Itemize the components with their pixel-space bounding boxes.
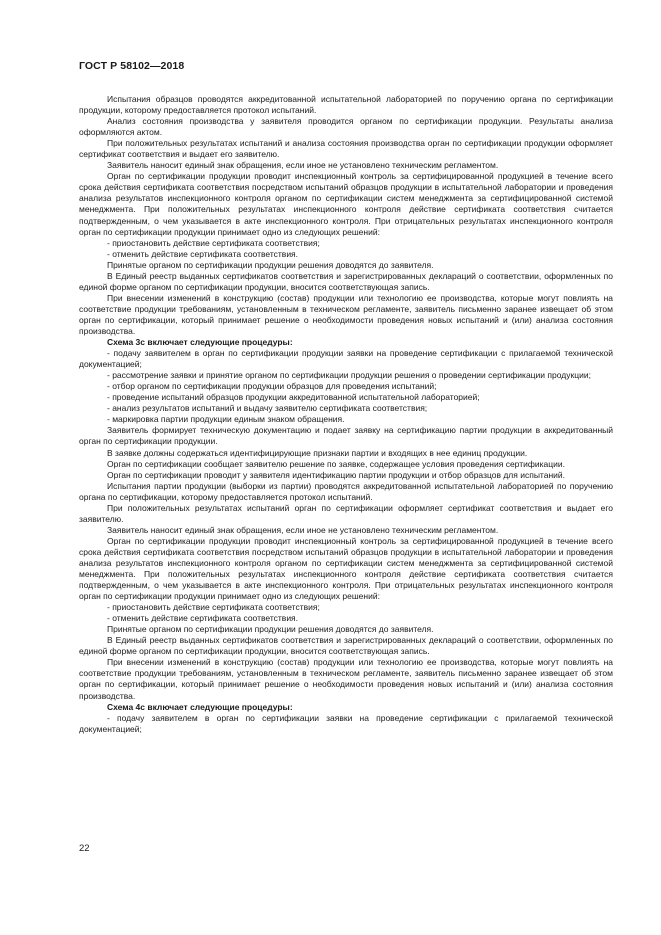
paragraph: Орган по сертификации проводит у заявителя идентификацию партии продукции и отбор образцов для испытаний. <box>107 469 566 480</box>
paragraph: При внесении изменений в конструкцию (состав) продукции или технологию ее производства, которые могут повлиять на соответствие продукции требованиям, установленным в техническом регламенте, заявитель письменно заранее извещает об этом орган по сертификации, который принимает решение о необходимости проведения новых испытаний и (или) анализа состояния производства. <box>79 657 613 701</box>
paragraph: - отменить действие сертификата соответствия. <box>107 248 299 259</box>
document-header: ГОСТ Р 58102—2018 <box>79 60 185 72</box>
paragraph: - отбор органом по сертификации продукции образцов для проведения испытаний; <box>107 381 437 392</box>
paragraph: При внесении изменений в конструкцию (состав) продукции или технологию ее производства, которые могут повлиять на соответствие продукции требованиям, установленным в техническом регламенте, заявитель письменно заранее извещает об этом орган по сертификации, который принимает решение о необходимости проведения новых испытаний и (или) анализа состояния производства. <box>79 292 613 336</box>
paragraph: Принятые органом по сертификации продукции решения доводятся до заявителя. <box>107 259 434 270</box>
paragraph: - анализ результатов испытаний и выдачу заявителю сертификата соответствия; <box>107 403 428 414</box>
paragraph: Орган по сертификации сообщает заявителю решение по заявке, содержащее условия проведения сертификации. <box>107 458 565 469</box>
paragraph: Заявитель формирует техническую документацию и подает заявку на сертификацию партии продукции в аккредитованный орган по сертификации продукции. <box>79 425 613 447</box>
document-body <box>79 94 613 735</box>
paragraph: Испытания образцов проводятся аккредитованной испытательной лабораторией по поручению органа по сертификации продукции, которому предоставляется протокол испытаний. <box>79 94 613 116</box>
paragraph: При положительных результатах испытаний и анализа состояния производства орган по сертификации продукции оформляет сертификат соответствия и выдает его заявителю. <box>79 138 613 160</box>
paragraph: - маркировка партии продукции единым знаком обращения. <box>107 414 345 425</box>
paragraph: Орган по сертификации продукции проводит инспекционный контроль за сертифицированной продукцией в течение всего срока действия сертификата соответствия посредством испытаний образцов продукции в испытательной лаборатории и проведения анализа результатов инспекционного контроля органом по сертификации систем менеджмента за сертифицированной системой менеджмента. При положительных результатах инспекционного контроля действие сертификата соответствия считается подтвержденным, о чем указывается в акте инспекционного контроля. При отрицательных результатах инспекционного контроля орган по сертификации продукции принимает одно из следующих решений: <box>79 171 613 237</box>
paragraph: При положительных результатах испытаний орган по сертификации оформляет сертификат соответствия и выдает его заявителю. <box>79 502 613 524</box>
page-number: 22 <box>79 843 90 854</box>
paragraph: Заявитель наносит единый знак обращения, если иное не установлено техническим регламентом. <box>107 160 499 171</box>
paragraph: - отменить действие сертификата соответствия. <box>107 613 299 624</box>
paragraph: Заявитель наносит единый знак обращения, если иное не установлено техническим регламентом. <box>107 524 499 535</box>
paragraph: - подачу заявителем в орган по сертификации продукции заявки на проведение сертификации с прилагаемой технической документацией; <box>79 348 613 370</box>
paragraph: Анализ состояния производства у заявителя проводится органом по сертификации продукции. Результаты анализа оформляются актом. <box>79 116 613 138</box>
paragraph: - проведение испытаний образцов продукции аккредитованной испытательной лабораторией; <box>107 392 480 403</box>
paragraph: Орган по сертификации продукции проводит инспекционный контроль за сертифицированной продукцией в течение всего срока действия сертификата соответствия посредством испытаний образцов продукции в испытательной лаборатории и проведения анализа результатов инспекционного контроля органом по сертификации систем менеджмента за сертифицированной системой менеджмента. При положительных результатах инспекционного контроля действие сертификата соответствия считается подтвержденным, о чем указывается в акте инспекционного контроля. При отрицательных результатах инспекционного контроля орган по сертификации продукции принимает одно из следующих решений: <box>79 535 613 602</box>
paragraph: В заявке должны содержаться идентифицирующие признаки партии и входящих в нее единиц продукции. <box>107 447 528 458</box>
paragraph: В Единый реестр выданных сертификатов соответствия и зарегистрированных деклараций о соответствии, оформленных по единой форме органом по сертификации продукции, вносится соответствующая запись. <box>79 635 613 657</box>
paragraph: В Единый реестр выданных сертификатов соответствия и зарегистрированных деклараций о соответствии, оформленных по единой форме органом по сертификации продукции, вносится соответствующая запись. <box>79 270 613 292</box>
paragraph: - рассмотрение заявки и принятие органом по сертификации продукции решения о проведении сертификации продукции; <box>107 370 591 381</box>
paragraph: Принятые органом по сертификации продукции решения доводятся до заявителя. <box>107 624 434 635</box>
scheme-heading: Схема 4с включает следующие процедуры: <box>107 701 293 712</box>
scheme-heading: Схема 3с включает следующие процедуры: <box>107 337 293 348</box>
paragraph: - приостановить действие сертификата соответствия; <box>107 602 320 613</box>
paragraph: - подачу заявителем в орган по сертификации заявки на проведение сертификации с прилагаемой технической документацией; <box>79 712 613 734</box>
paragraph: - приостановить действие сертификата соответствия; <box>107 237 320 248</box>
paragraph: Испытания партии продукции (выборки из партии) проводятся аккредитованной испытательной лабораторией по поручению органа по сертификации, которому предоставляется протокол испытаний. <box>79 480 613 502</box>
